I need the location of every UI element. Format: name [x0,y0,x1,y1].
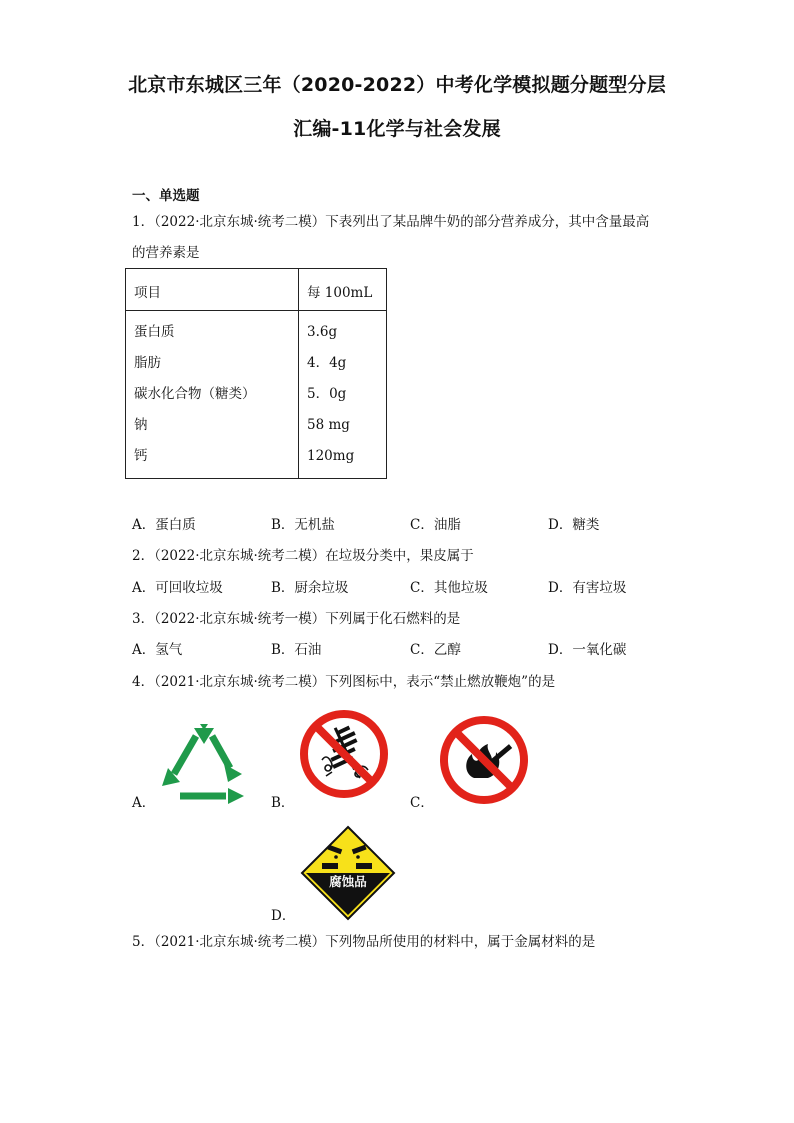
corrosive-label: 腐蚀品 [329,874,367,889]
q4-option-d: D． [271,908,296,924]
table-header-item: 项目 [134,285,161,301]
recycle-icon [158,722,250,804]
q4-option-c: C． [410,795,434,811]
no-fireworks-icon [298,708,390,800]
q2-option-a: A．可回收垃圾 [132,580,223,596]
q3-option-d: D．一氧化碳 [548,642,627,658]
question-5-text: 5．（2021·北京东城·统考二模）下列物品所使用的材料中，属于金属材料的是 [132,934,596,950]
q2-option-c: C．其他垃圾 [410,580,488,596]
table-body [126,311,387,479]
table-cell: 4．4g [307,355,347,371]
section-heading: 一、单选题 [132,188,200,204]
table-cell: 3.6g [307,324,338,340]
table-cell: 钠 [134,417,148,433]
question-1-text-line-1: 1．（2022·北京东城·统考二模）下表列出了某品牌牛奶的部分营养成分，其中含量最高 [132,214,650,230]
q4-option-a: A． [132,795,156,811]
corrosive-icon [300,825,396,921]
q4-option-b: B． [271,795,295,811]
question-1-text-line-2: 的营养素是 [132,245,200,261]
no-fire-icon [438,714,530,806]
table-cell: 钙 [134,448,148,464]
q2-option-d: D．有害垃圾 [548,580,627,596]
table-cell: 58 mg [307,417,350,433]
q3-option-c: C．乙醇 [410,642,461,658]
q3-option-a: A．氢气 [132,642,183,658]
q1-option-c: C．油脂 [410,517,461,533]
document-title-line-1: 北京市东城区三年（2020-2022）中考化学模拟题分题型分层 [128,74,666,96]
table-cell: 5．0g [307,386,347,402]
document-title-line-2: 汇编-11化学与社会发展 [293,118,501,140]
question-3-text: 3．（2022·北京东城·统考一模）下列属于化石燃料的是 [132,611,461,627]
table-cell: 碳水化合物（糖类） [134,386,256,402]
question-2-text: 2．（2022·北京东城·统考二模）在垃圾分类中，果皮属于 [132,548,474,564]
q3-option-b: B．石油 [271,642,322,658]
table-cell: 120mg [307,448,355,464]
table-header-per-100ml: 每 100mL [307,285,373,301]
table-cell: 蛋白质 [134,324,175,340]
q1-option-a: A．蛋白质 [132,517,196,533]
table-header-row [126,269,387,311]
q2-option-b: B．厨余垃圾 [271,580,349,596]
q1-option-b: B．无机盐 [271,517,335,533]
question-4-text: 4．（2021·北京东城·统考二模）下列图标中，表示“禁止燃放鞭炮”的是 [132,674,556,690]
nutrition-table [125,268,387,479]
table-cell: 脂肪 [134,355,161,371]
q1-option-d: D．糖类 [548,517,600,533]
